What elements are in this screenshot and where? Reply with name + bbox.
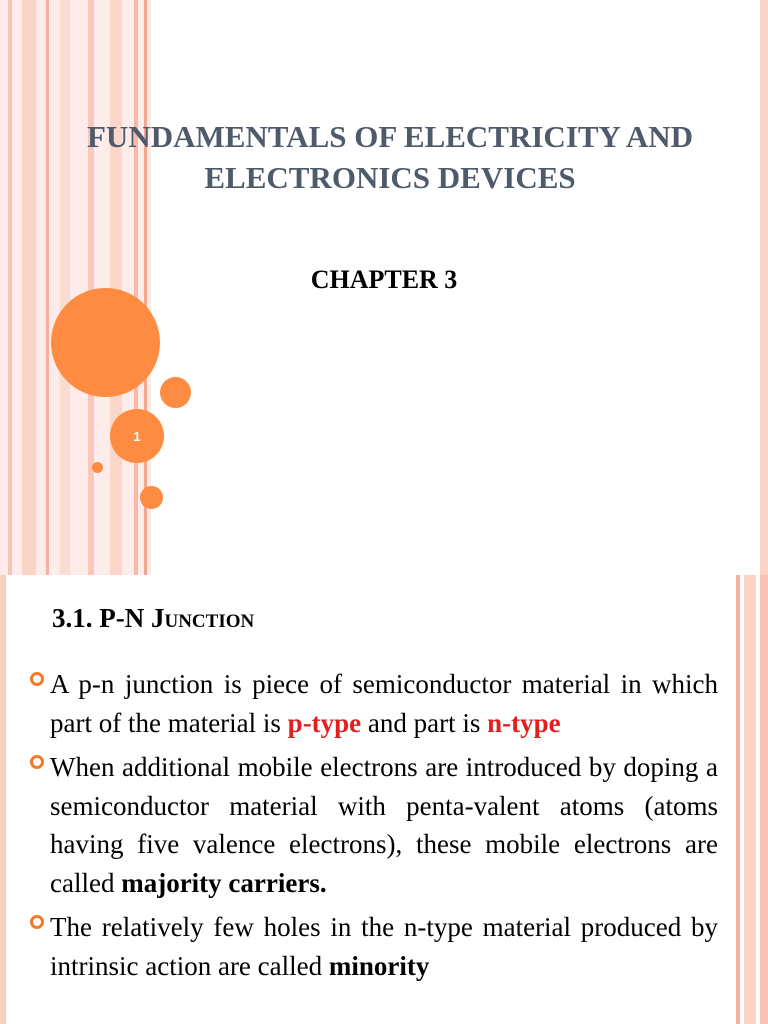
ring-bullet-icon [30, 672, 44, 686]
bullet-emphasis-text: minority [328, 950, 430, 981]
section-heading [52, 603, 254, 634]
bullet-item [30, 748, 718, 902]
decorative-small-circle [140, 486, 163, 509]
bullet-item [30, 665, 718, 742]
bullet-text: A p-n junction is piece of semiconductor material in which part of the material is [50, 669, 718, 738]
bullet-text: When additional mobile electrons are introduced by doping a semiconductor material with penta-valent atoms (atoms having five valence electrons), these mobile electrons are called [50, 752, 718, 898]
bullet-list [30, 665, 718, 991]
section-title: P-N Junction [99, 603, 255, 633]
decorative-large-circle [51, 288, 160, 397]
ring-bullet-icon [30, 755, 44, 769]
decorative-stripe [760, 575, 768, 1024]
section-number: 3.1. [52, 603, 93, 633]
bullet-emphasis-text: majority carriers. [121, 867, 327, 898]
slide-number-badge [110, 409, 164, 463]
presentation-title: FUNDAMENTALS OF ELECTRICITY AND ELECTRONICS DEVICES [87, 119, 693, 195]
content-slide [0, 575, 768, 1024]
bullet-emphasis-text: n-type [487, 707, 561, 738]
chapter-label: CHAPTER 3 [310, 265, 458, 294]
ring-bullet-icon [30, 915, 44, 929]
decorative-tiny-circle [92, 462, 103, 473]
bullet-text: and part is [361, 707, 488, 738]
slide-number: 1 [133, 428, 141, 444]
decorative-stripe [0, 575, 6, 1024]
decorative-small-circle [160, 377, 191, 408]
bullet-emphasis-text: p-type [287, 707, 362, 738]
decorative-stripe [744, 575, 756, 1024]
decorative-stripe [736, 575, 740, 1024]
bullet-item [30, 908, 718, 985]
bullet-text: The relatively few holes in the n-type material produced by intrinsic action are called [50, 912, 718, 981]
